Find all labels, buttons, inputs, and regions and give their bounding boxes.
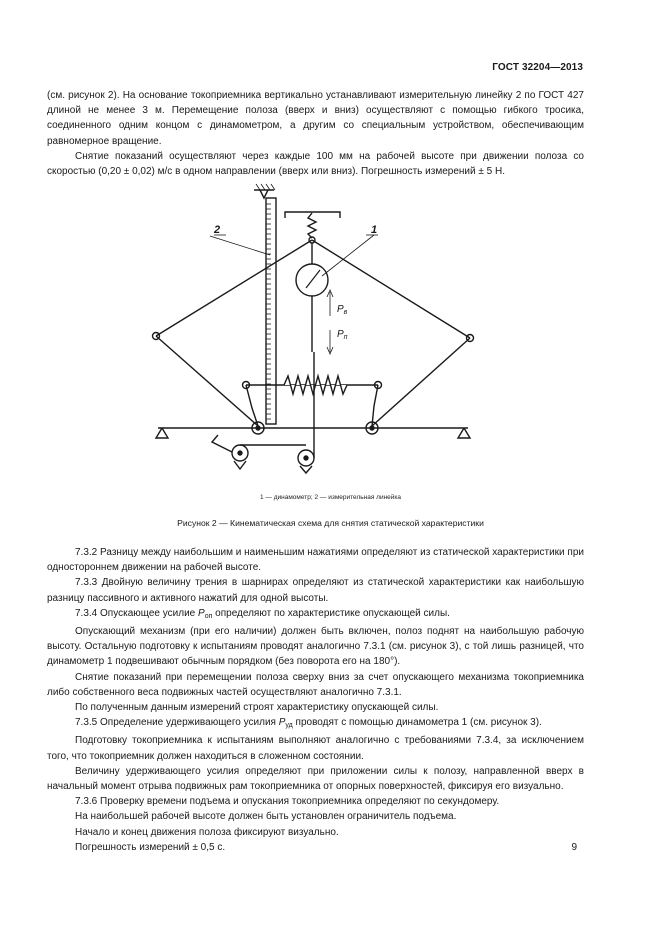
figure-legend: 1 — динамометр; 2 — измерительная линейка: [259, 494, 402, 501]
intro-paragraph-1: (см. рисунок 2). На основание токоприемника вертикально устанавливают измерительную линейку 2 по ГОСТ 427 длиной не менее 3 м. Перемещение полоза (вверх и вниз) осуществляют с помощью гибкого тросика, соединенного одним концом с динамометром, а другим со специальным устройством, обеспечивающим равномерное вращение.: [47, 90, 584, 147]
left-lower-frame: [156, 336, 258, 426]
body-text: [47, 545, 584, 855]
standard-header: ГОСТ 32204—2013: [492, 62, 583, 73]
section-7-3-5-p2: Подготовку токоприемника к испытаниям выполняют аналогично с требованиями 7.3.4, за исключением того, что токоприемник должен находиться в сложенном состоянии.: [47, 735, 584, 762]
page-number: 9: [571, 842, 577, 853]
ruler-ticks: [266, 204, 271, 419]
section-7-3-6-p2: На наибольшей рабочей высоте должен быть установлен ограничитель подъема.: [75, 811, 457, 823]
kinematic-diagram: [140, 180, 480, 480]
dynamometer-number-label: 1: [371, 224, 378, 236]
section-7-3-4-p2: Опускающий механизм (при его наличии) должен быть включен, полоз поднят на наибольшую рабочую высоту. Остальную подготовку к испытаниям проводят аналогично 7.3.1 (см. рисунок 3), с той лишь разницей, что динамометр 1 подвешивают обычным порядком (без поворота его на 180°).: [47, 626, 584, 668]
right-upper-frame: [312, 240, 470, 338]
right-spring-lever: [372, 385, 378, 426]
left-upper-frame: [156, 240, 312, 336]
pantograph-head: [285, 212, 340, 218]
measuring-ruler: [266, 198, 276, 424]
ruler-support-hatch: [256, 184, 275, 190]
section-7-3-4-p3: Снятие показаний при перемещении полоза сверху вниз за счет опускающего механизма токоприемника либо собственного веса подвижных частей осуществляют аналогично 7.3.1.: [47, 671, 584, 698]
left-end-support: [156, 428, 168, 438]
section-7-3-5-p3: Величину удерживающего усилия определяют при приложении силы к полозу, направленной вверх в начальный момент отрыва подвижных рам токоприемника от опорных поверхностей, фиксируя его визуально.: [47, 765, 584, 793]
ruler-leader: [210, 236, 270, 255]
winch-stand: [234, 461, 246, 469]
section-7-3-5: 7.3.5 Определение удерживающего усилия $P_{уд}$ проводят с помощью динамометра 1 (см. рисунок 3).: [75, 717, 542, 730]
intro-paragraph-2: Снятие показаний осуществляют через каждые 100 мм на рабочей высоте при движении полоза со скоростью (0,20 ± 0,02) м/с в одном направлении (вверх или вниз). Погрешность измерений ± 5 Н.: [47, 150, 584, 178]
winch-handle: [212, 435, 232, 452]
ruler-hinge: [260, 190, 268, 198]
section-7-3-3: 7.3.3 Двойную величину трения в шарнирах определяют из статической характеристики как наибольшую разницу пассивного и активного нажатий для одной высоты.: [47, 577, 584, 604]
section-7-3-6: 7.3.6 Проверку времени подъема и опускания токоприемника определяют по секундомеру.: [75, 796, 500, 808]
dynamometer-needle: [306, 270, 320, 288]
section-7-3-6-p3: Начало и конец движения полоза фиксируют визуально.: [75, 826, 339, 838]
right-end-support: [458, 428, 470, 438]
ruler-number-label: 2: [214, 224, 221, 236]
section-7-3-6-p4: Погрешность измерений ± 0,5 с.: [75, 841, 226, 853]
figure-caption: Рисунок 2 — Кинематическая схема для снятия статической характеристики: [177, 518, 484, 528]
right-lower-frame: [372, 338, 470, 426]
dynamometer-leader: [322, 235, 374, 276]
section-7-3-4: 7.3.4 Опускающее усилие $P_{оп}$ определяют по характеристике опускающей силы.: [75, 607, 450, 620]
force-down-label: $P_п$: [337, 329, 348, 341]
section-7-3-2: 7.3.2 Разницу между наибольшим и наименьшим нажатиями определяют из статической характеристики при одностороннем движении на рабочей высоте.: [47, 547, 584, 574]
top-spring: [308, 213, 316, 238]
main-spring: [284, 376, 347, 394]
force-up-label: $P_в$: [337, 304, 348, 316]
section-7-3-4-p4: По полученным данным измерений строят характеристику опускающей силы.: [75, 702, 439, 714]
pulley-stand: [300, 466, 312, 473]
intro-text: [47, 88, 584, 179]
